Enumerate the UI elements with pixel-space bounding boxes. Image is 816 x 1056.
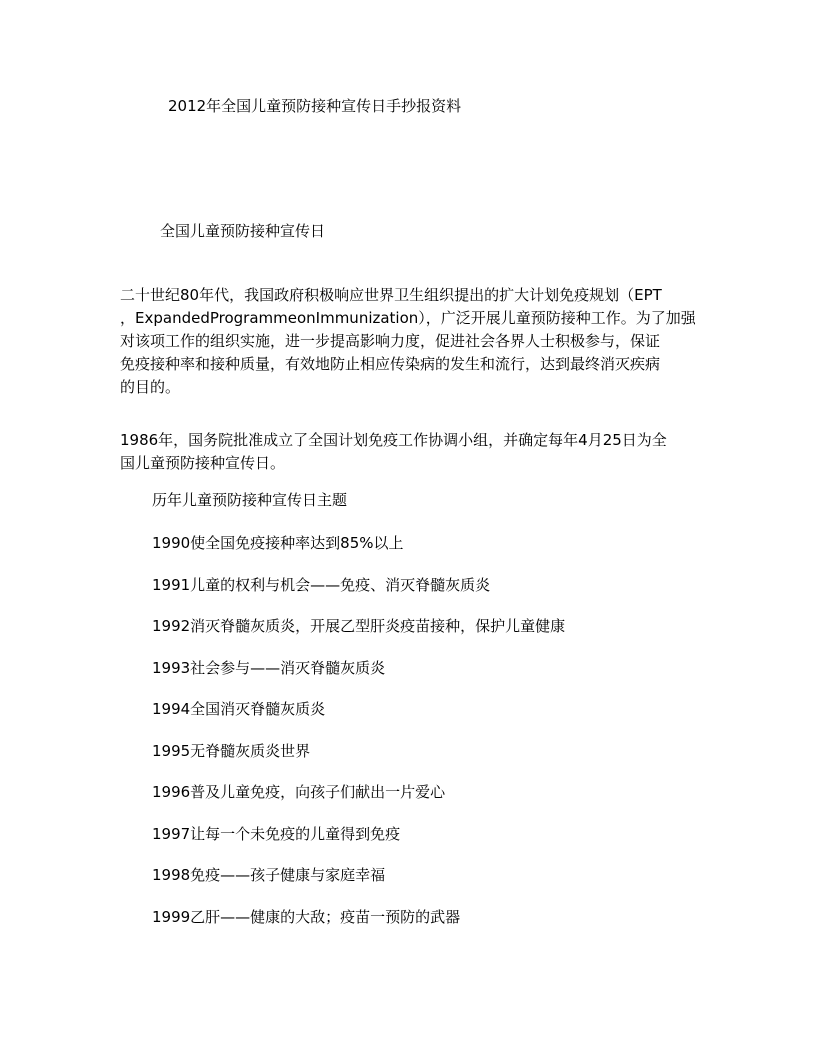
- document-title: 2012年全国儿童预防接种宣传日手抄报资料: [168, 97, 462, 115]
- theme-item: 1994全国消灭脊髓灰质炎: [152, 700, 326, 718]
- paragraph-line: 免疫接种率和接种质量，有效地防止相应传染病的发生和流行，达到最终消灭疾病: [120, 355, 661, 373]
- paragraph-1986-decision: [120, 429, 700, 475]
- theme-item: 1999乙肝——健康的大敌；疫苗一预防的武器: [152, 908, 461, 926]
- paragraph-line: 的目的。: [120, 378, 181, 396]
- paragraph-line: 国儿童预防接种宣传日。: [120, 454, 286, 472]
- theme-item: 1991儿童的权利与机会——免疫、消灭脊髓灰质炎: [152, 576, 491, 594]
- paragraph-line: ，ExpandedProgrammeonImmunization），广泛开展儿童预防接种工作。为了加强: [120, 309, 696, 327]
- theme-item: 1992消灭脊髓灰质炎，开展乙型肝炎疫苗接种，保护儿童健康: [152, 617, 566, 635]
- paragraph-line: 二十世纪80年代，我国政府积极响应世界卫生组织提出的扩大计划免疫规划（EPT: [120, 286, 662, 304]
- theme-item: 1995无脊髓灰质炎世界: [152, 742, 311, 760]
- paragraph-epi-background: [120, 284, 700, 399]
- theme-item: 1993社会参与——消灭脊髓灰质炎: [152, 659, 386, 677]
- theme-item: 1996普及儿童免疫，向孩子们献出一片爱心: [152, 783, 446, 801]
- theme-item: 1997让每一个未免疫的儿童得到免疫: [152, 825, 401, 843]
- section-title: 全国儿童预防接种宣传日: [160, 222, 326, 240]
- paragraph-line: 1986年，国务院批准成立了全国计划免疫工作协调小组，并确定每年4月25日为全: [120, 431, 667, 449]
- theme-item: 1998免疫——孩子健康与家庭幸福: [152, 866, 386, 884]
- theme-item: 1990使全国免疫接种率达到85%以上: [152, 534, 404, 552]
- paragraph-line: 对该项工作的组织实施，进一步提高影响力度，促进社会各界人士积极参与，保证: [120, 332, 661, 350]
- themes-heading: 历年儿童预防接种宣传日主题: [152, 491, 348, 509]
